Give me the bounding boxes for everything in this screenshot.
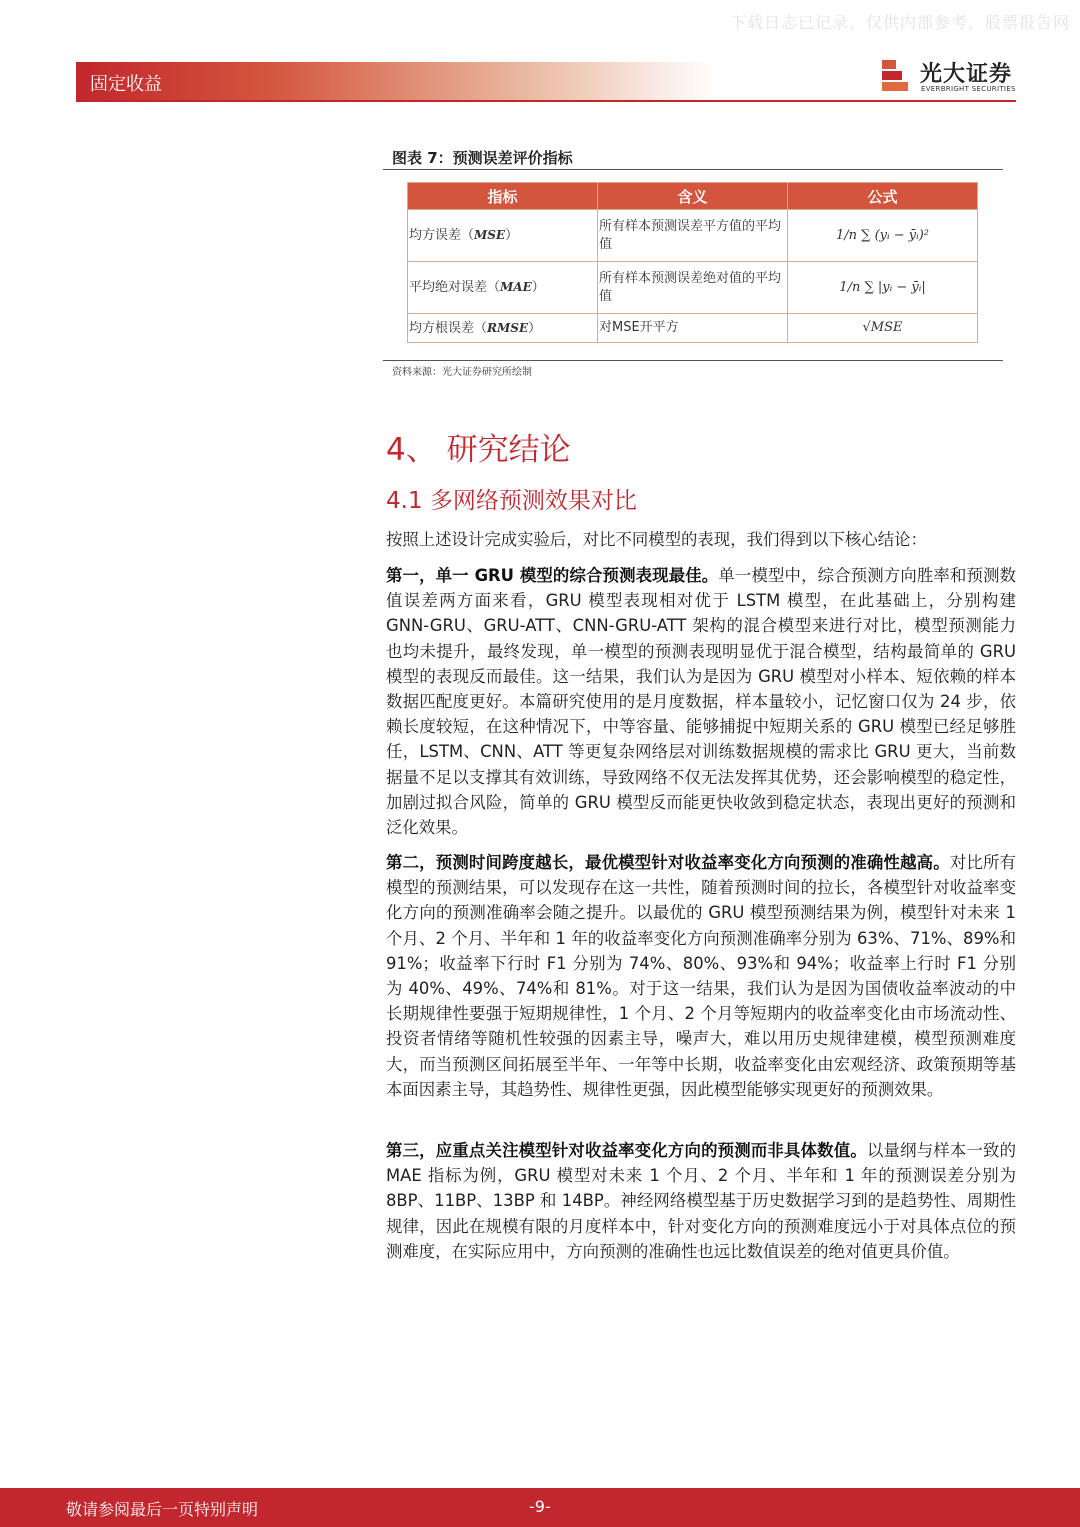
meaning-cell: 所有样本预测误差平方值的平均值: [598, 210, 788, 262]
logo-name-cn: 光大证券: [920, 62, 1013, 87]
figure-source: 资料来源：光大证券研究所绘制: [392, 367, 532, 378]
indicator-cell: 均方误差（MSE）: [408, 210, 598, 262]
formula-cell: 1/n ∑ (yᵢ − ȳᵢ)²: [788, 210, 978, 262]
logo-name-en: EVERBRIGHT SECURITIES: [921, 85, 1016, 93]
header-rule: [76, 100, 1016, 102]
meaning-cell: 对MSE开平方: [598, 314, 788, 343]
header-band: [76, 62, 716, 100]
table-header-row: [408, 183, 978, 210]
section-label: 固定收益: [90, 74, 162, 95]
formula-cell: √MSE: [788, 314, 978, 343]
column-header: 指标: [408, 183, 598, 210]
footer-band: [0, 1488, 1080, 1527]
page-number: -9-: [529, 1497, 551, 1516]
intro-paragraph: 按照上述设计完成实验后，对比不同模型的表现，我们得到以下核心结论：: [386, 530, 927, 549]
metrics-table: [407, 182, 978, 343]
conclusion-paragraph-2: 第二，预测时间跨度越长，最优模型针对收益率变化方向预测的准确性越高。对比所有模型的预测结果，可以发现存在这一共性，随着预测时间的拉长，各模型针对收益率变化方向的预测准确率会随之提升。以最优的 GRU 模型预测结果为例，模型针对未来 1 个月、2 个月、半年和 1 年的收益率变化方向预测准确率分别为 63%、71%、89%和 91%；收益率下行时 F1 分别为 74%、80%、93%和 94%；收益率上行时 F1 分别为 40%、49%、74%和 81%。对于这一结果，我们认为是因为国债收益率波动的中长期规律性要强于短期规律性，1 个月、2 个月等短期内的收益率变化由市场流动性、投资者情绪等随机性较强的因素主导，噪声大，难以用历史规律建模，模型预测难度大，而当预测区间拓展至半年、一年等中长期，收益率变化由宏观经济、政策预期等基本面因素主导，其趋势性、规律性更强，因此模型能够实现更好的预测效果。: [386, 853, 1017, 1099]
section-heading: 4、 研究结论: [386, 432, 571, 468]
indicator-cell: 平均绝对误差（MAE）: [408, 262, 598, 314]
subsection-heading: 4.1 多网络预测效果对比: [386, 488, 637, 514]
brand-logo: [876, 56, 1021, 96]
indicator-cell: 均方根误差（RMSE）: [408, 314, 598, 343]
conclusion-paragraph-3: 第三，应重点关注模型针对收益率变化方向的预测而非具体数值。以量纲与样本一致的 MAE 指标为例，GRU 模型对未来 1 个月、2 个月、半年和 1 年的预测误差分别为 8BP、11BP、13BP 和 14BP。神经网络模型基于历史数据学习到的是趋势性、周期性规律，因此在规模有限的月度样本中，针对变化方向的预测难度远小于对具体点位的预测难度，在实际应用中，方向预测的准确性也远比数值误差的绝对值更具价值。: [386, 1141, 1017, 1261]
table-row: [408, 262, 978, 314]
table-row: [408, 210, 978, 262]
formula-cell: 1/n ∑ |yᵢ − ȳᵢ|: [788, 262, 978, 314]
table-row: [408, 314, 978, 343]
column-header: 公式: [788, 183, 978, 210]
conclusion-paragraph-1: 第一，单一 GRU 模型的综合预测表现最佳。单一模型中，综合预测方向胜率和预测数值误差两方面来看，GRU 模型表现相对优于 LSTM 模型，在此基础上，分别构建 GNN-GRU、GRU-ATT、CNN-GRU-ATT 架构的混合模型来进行对比，模型预测能力也均未提升，最终发现，单一模型的预测表现明显优于混合模型，结构最简单的 GRU 模型的表现反而最佳。这一结果，我们认为是因为 GRU 模型对小样本、短依赖的样本数据匹配度更好。本篇研究使用的是月度数据，样本量较小，记忆窗口仅为 24 步，依赖长度较短，在这种情况下，中等容量、能够捕捉中短期关系的 GRU 模型已经足够胜任，LSTM、CNN、ATT 等更复杂网络层对训练数据规模的需求比 GRU 更大，当前数据量不足以支撑其有效训练，导致网络不仅无法发挥其优势，还会影响模型的稳定性，加剧过拟合风险，简单的 GRU 模型反而能更快收敛到稳定状态，表现出更好的预测和泛化效果。: [386, 566, 1017, 838]
figure-top-rule: [383, 169, 1003, 170]
column-header: 含义: [598, 183, 788, 210]
footer-notice: 敬请参阅最后一页特别声明: [66, 1500, 259, 1519]
watermark: 下载日志已记录，仅供内部参考，股票报告网: [729, 13, 1070, 32]
logo-icon: [880, 58, 910, 94]
figure-bottom-rule: [383, 360, 1003, 361]
figure-title: 图表 7：预测误差评价指标: [392, 149, 573, 167]
meaning-cell: 所有样本预测误差绝对值的平均值: [598, 262, 788, 314]
